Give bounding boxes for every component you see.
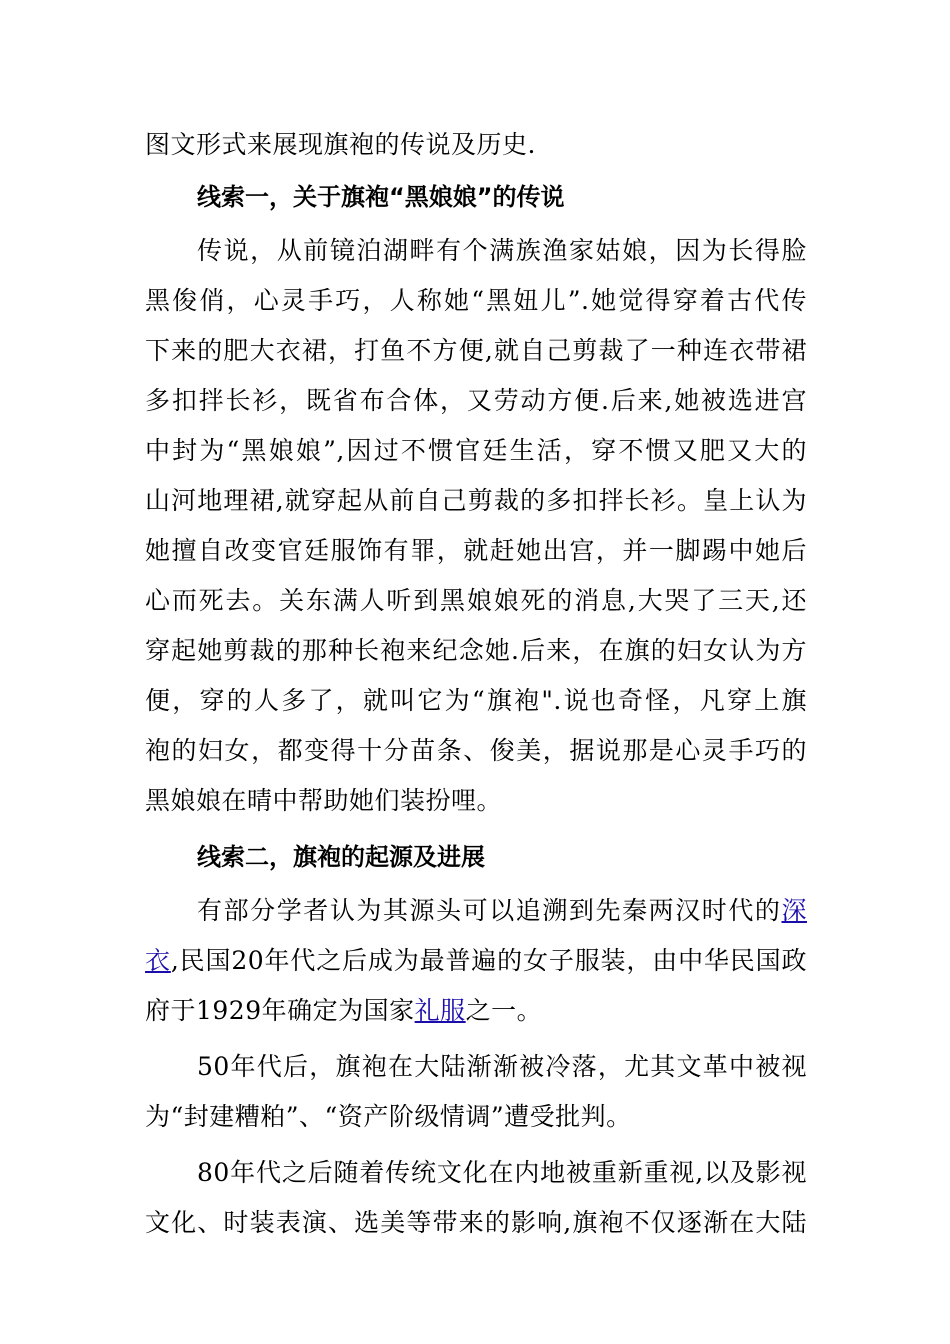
paragraph-text: 有部分学者认为其源头可以追溯到先秦两汉时代的 xyxy=(197,896,782,925)
section-heading-origin: 线索二，旗袍的起源及进展 xyxy=(197,843,485,871)
paragraph-text: 之一。 xyxy=(465,996,543,1025)
paragraph-line: 中封为“黑娘娘”,因过不惯官廷生活，穿不惯又肥又大的 xyxy=(145,436,807,465)
document-page xyxy=(145,120,807,1254)
paragraph-line: 黑娘娘在晴中帮助她们装扮哩。 xyxy=(145,786,503,815)
section-heading-legend: 线索一，关于旗袍“黑娘娘”的传说 xyxy=(197,183,565,211)
paragraph-line: 下来的肥大衣裙，打鱼不方便,就自己剪裁了一种连衣带裙 xyxy=(145,336,807,365)
legend-paragraph xyxy=(145,226,807,826)
paragraph-text: ,民国20年代之后成为最普遍的女子服装，由中华民国政 xyxy=(170,946,807,975)
paragraph-line: 50年代后，旗袍在大陆渐渐被冷落，尤其文革中被视 xyxy=(197,1052,807,1081)
intro-line: 图文形式来展现旗袍的传说及历史. xyxy=(145,130,536,159)
paragraph-line xyxy=(145,986,807,1036)
paragraph-line: 袍的妇女，都变得十分苗条、俊美，据说那是心灵手巧的 xyxy=(145,736,807,765)
paragraph-line: 80年代之后随着传统文化在内地被重新重视,以及影视 xyxy=(197,1158,807,1187)
lifu-link[interactable]: 礼服 xyxy=(414,996,466,1025)
paragraph-line xyxy=(145,936,807,986)
paragraph-line: 为“封建糟粕”、“资产阶级情调”遭受批判。 xyxy=(145,1102,632,1131)
origin-paragraph-2 xyxy=(145,1042,807,1142)
paragraph-line: 黑俊俏，心灵手巧，人称她“黑妞儿”.她觉得穿着古代传 xyxy=(145,286,807,315)
shenyi-link[interactable]: 深 xyxy=(781,896,807,925)
shenyi-link[interactable]: 衣 xyxy=(145,946,171,975)
paragraph-line: 文化、时装表演、选美等带来的影响,旗袍不仅逐渐在大陆 xyxy=(145,1208,807,1237)
origin-paragraph-3 xyxy=(145,1148,807,1248)
paragraph-line xyxy=(145,886,807,936)
paragraph-line: 多扣拌长衫，既省布合体，又劳动方便.后来,她被选进宫 xyxy=(145,386,807,415)
paragraph-line: 便，穿的人多了，就叫它为“旗袍".说也奇怪，凡穿上旗 xyxy=(145,686,807,715)
paragraph-line: 传说，从前镜泊湖畔有个满族渔家姑娘，因为长得脸 xyxy=(197,236,807,265)
paragraph-line: 山河地理裙,就穿起从前自己剪裁的多扣拌长衫。皇上认为 xyxy=(145,486,807,515)
origin-paragraph-1 xyxy=(145,886,807,1036)
paragraph-line: 心而死去。关东满人听到黑娘娘死的消息,大哭了三天,还 xyxy=(145,586,807,615)
paragraph-line: 穿起她剪裁的那种长袍来纪念她.后来，在旗的妇女认为方 xyxy=(145,636,807,665)
paragraph-line: 她擅自改变官廷服饰有罪，就赶她出宫，并一脚踢中她后 xyxy=(145,536,807,565)
paragraph-text: 府于1929年确定为国家 xyxy=(145,996,415,1025)
